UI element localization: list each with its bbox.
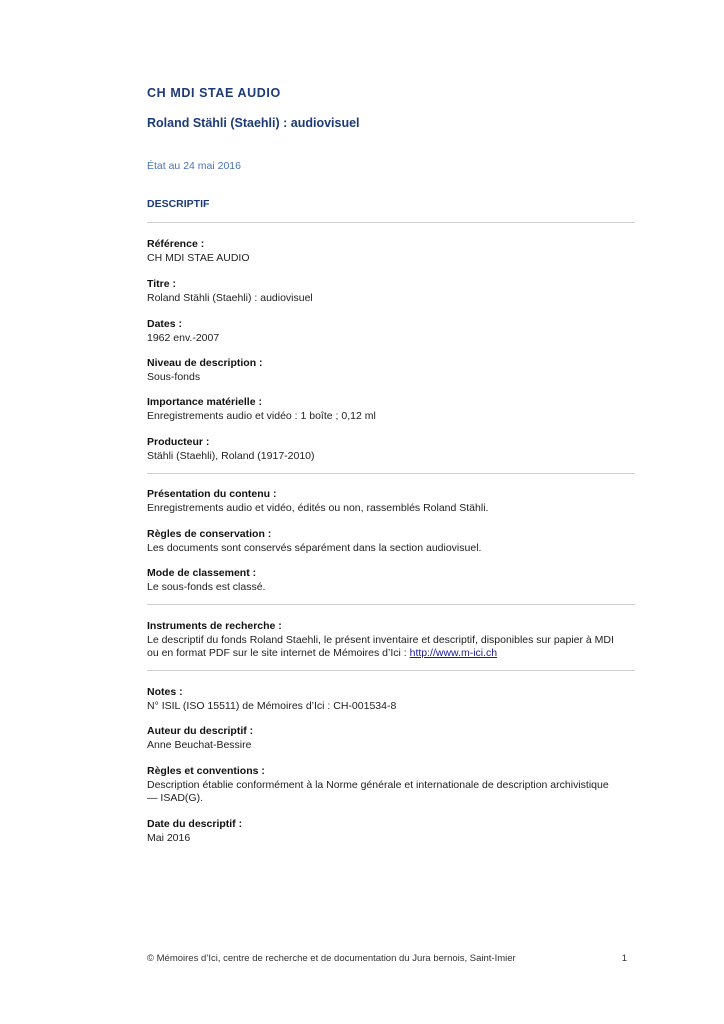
field-value: Roland Stähli (Staehli) : audiovisuel bbox=[147, 291, 313, 304]
field-label: Règles et conventions : bbox=[147, 765, 265, 777]
field-value: Sous-fonds bbox=[147, 370, 201, 383]
field-titre bbox=[147, 278, 635, 305]
page-footer bbox=[147, 953, 627, 964]
footer-copyright: © Mémoires d’Ici, centre de recherche et de documentation du Jura bernois, Saint-Imier bbox=[147, 953, 516, 964]
field-label: Auteur du descriptif : bbox=[147, 725, 254, 737]
section-heading: DESCRIPTIF bbox=[147, 198, 210, 210]
field-value bbox=[147, 647, 635, 661]
field-label: Présentation du contenu : bbox=[147, 488, 277, 500]
field-label: Instruments de recherche : bbox=[147, 620, 282, 632]
field-value-text: ou en format PDF sur le site internet de Mémoires d’Ici : bbox=[147, 647, 410, 659]
field-date-descriptif bbox=[147, 818, 635, 845]
field-niveau bbox=[147, 357, 635, 384]
mici-website-link[interactable]: http://www.m-ici.ch bbox=[409, 647, 498, 659]
divider bbox=[147, 222, 635, 223]
field-producteur bbox=[147, 436, 635, 463]
field-value: Le sous-fonds est classé. bbox=[147, 580, 266, 593]
field-value: Les documents sont conservés séparément dans la section audiovisuel. bbox=[147, 541, 482, 554]
divider bbox=[147, 604, 635, 605]
field-notes bbox=[147, 686, 635, 713]
field-dates bbox=[147, 318, 635, 345]
field-value: — ISAD(G). bbox=[147, 792, 204, 804]
field-reference bbox=[147, 238, 635, 265]
page-number: 1 bbox=[621, 953, 627, 964]
fonds-code-heading: CH MDI STAE AUDIO bbox=[147, 86, 281, 100]
field-presentation bbox=[147, 488, 635, 515]
field-value: Description établie conformément à la Norme générale et internationale de description archivistique bbox=[147, 778, 609, 791]
field-instruments bbox=[147, 620, 635, 661]
field-value: Mai 2016 bbox=[147, 831, 191, 844]
field-label: Date du descriptif : bbox=[147, 818, 243, 830]
field-value: N° ISIL (ISO 15511) de Mémoires d’Ici : CH-001534-8 bbox=[147, 699, 397, 712]
field-label: Dates : bbox=[147, 318, 183, 330]
field-label: Producteur : bbox=[147, 436, 210, 448]
field-value: Enregistrements audio et vidéo, édités ou non, rassemblés Roland Stähli. bbox=[147, 501, 489, 514]
divider bbox=[147, 670, 635, 671]
field-label: Niveau de description : bbox=[147, 357, 263, 369]
field-importance bbox=[147, 396, 635, 423]
field-label: Règles de conservation : bbox=[147, 528, 272, 540]
field-label: Importance matérielle : bbox=[147, 396, 262, 408]
field-value: Anne Beuchat-Bessire bbox=[147, 738, 252, 751]
field-conservation bbox=[147, 528, 635, 555]
field-classement bbox=[147, 567, 635, 594]
field-label: Mode de classement : bbox=[147, 567, 257, 579]
field-auteur bbox=[147, 725, 635, 752]
field-regles bbox=[147, 765, 635, 806]
field-value: Le descriptif du fonds Roland Staehli, le présent inventaire et descriptif, disponibles sur papier à MDI bbox=[147, 633, 614, 646]
document-title: Roland Stähli (Staehli) : audiovisuel bbox=[147, 116, 360, 130]
state-date: État au 24 mai 2016 bbox=[147, 160, 241, 172]
divider bbox=[147, 473, 635, 474]
field-label: Titre : bbox=[147, 278, 176, 290]
field-value: Enregistrements audio et vidéo : 1 boîte ; 0,12 ml bbox=[147, 409, 376, 422]
field-label: Référence : bbox=[147, 238, 205, 250]
field-value: Stähli (Staehli), Roland (1917-2010) bbox=[147, 449, 315, 462]
field-value: 1962 env.-2007 bbox=[147, 331, 220, 344]
field-value: CH MDI STAE AUDIO bbox=[147, 251, 250, 264]
field-label: Notes : bbox=[147, 686, 183, 698]
